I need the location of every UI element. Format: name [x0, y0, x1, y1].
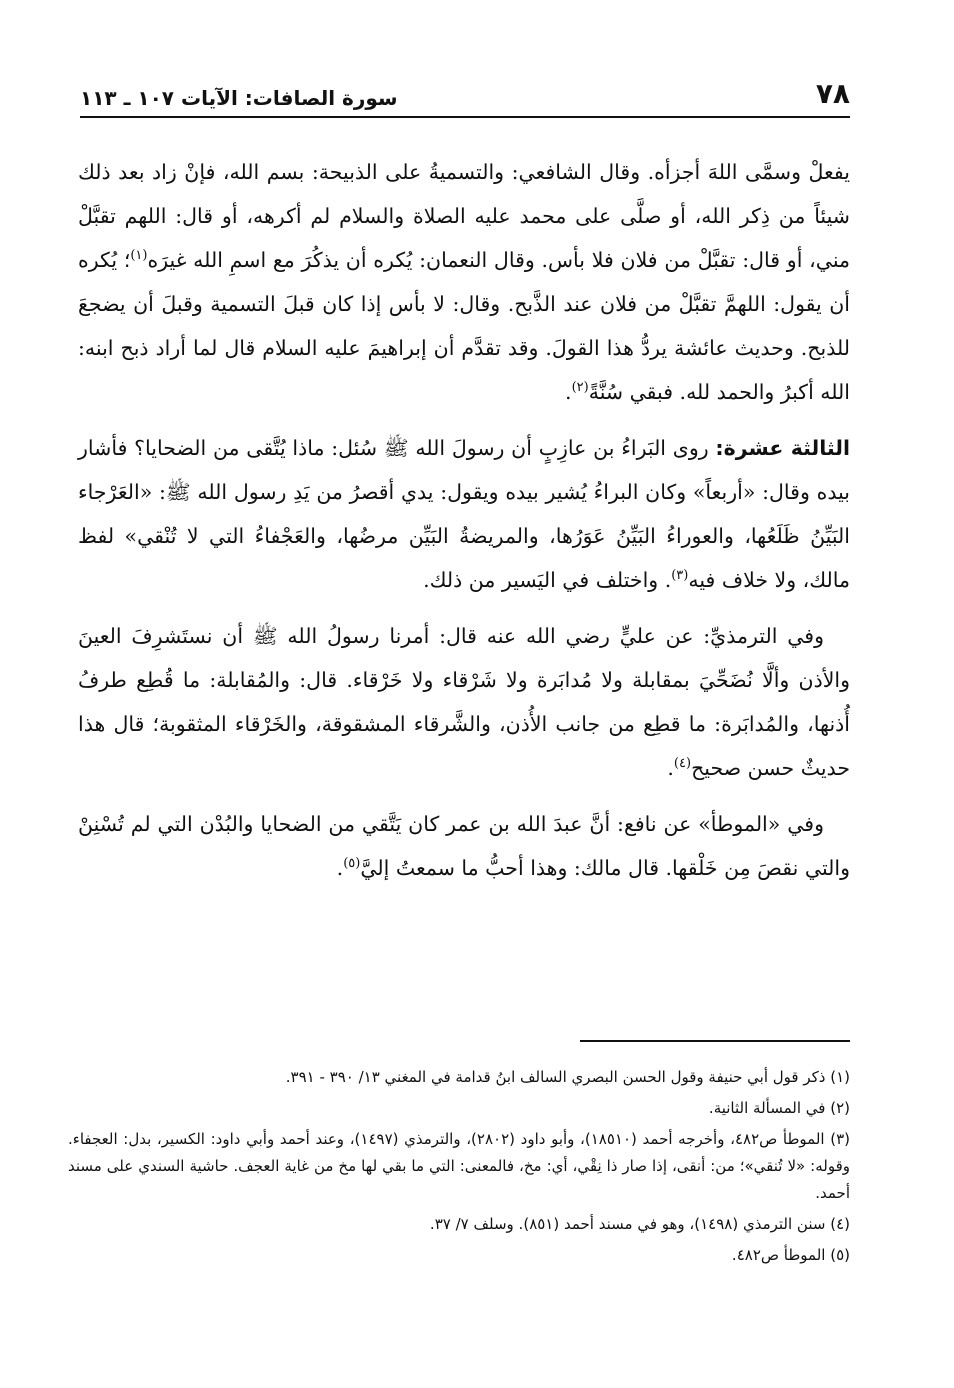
paragraph-2-text: روى البَراءُ بن عازِبٍ أن رسولَ الله ﷺ سُئل: ماذا يُتَّقى من الضحايا؟ فأشار بيده وقال: «أربعاً» وكان البراءُ يُشير بيده ويقول: يدي أقصرُ من يَدِ رسول الله ﷺ: «العَرْجاء البَيِّنُ ظَلَعُها، والعوراءُ البَيِّنُ عَوَرُها، والمريضةُ البَيِّن مرضُها، والعَجْفاءُ التي لا تُنْقي» لفظ مالك، ولا خلاف فيه: [78, 436, 850, 592]
paragraph-4: [78, 802, 850, 890]
footnote-ref-3[interactable]: (٣): [671, 568, 689, 584]
paragraph-4-end: .: [336, 856, 344, 880]
paragraph-2-text-b: . واختلف في اليَسير من ذلك.: [423, 568, 672, 592]
paragraph-1-text-b: ؛ يُكره أن يقول: اللهمَّ تقبَّلْ من فلان عند الذَّبح. وقال: لا بأس إذا كان قبلَ التسمية وقبلَ أن يضجعَ للذبح. وحديث عائشة يردُّ هذا القولَ. وقد تقدَّم أن إبراهيمَ عليه السلام قال لما أراد ذبح ابنه: الله أكبرُ والحمد لله. فبقي سُنَّةً: [78, 248, 850, 404]
footnote-ref-1[interactable]: (١): [130, 248, 148, 264]
footnote-ref-4[interactable]: (٤): [673, 756, 692, 772]
footnote-4: (٤) سنن الترمذي (١٤٩٨)، وهو في مسند أحمد (٨٥١). وسلف ٧/ ٣٧.: [429, 1215, 850, 1233]
paragraph-3: [78, 614, 850, 790]
footnote-3: (٣) الموطأ ص٤٨٢، وأخرجه أحمد (١٨٥١٠)، وأبو داود (٢٨٠٢)، والترمذي (١٤٩٧)، وعند أحمد وأبي داود: الكسير، بدل: العجفاء. وقوله: «لا تُنقي»؛ من: أنقى، إذا صار ذا نِقْي، أي: مخ، فالمعنى: التي ما بقي لها مخ من غاية العجف. حاشية السندي على مسند أحمد.: [68, 1130, 850, 1202]
footnote-ref-2[interactable]: (٢): [571, 380, 589, 396]
section-lead: الثالثة عشرة:: [715, 436, 851, 460]
footnote-ref-5[interactable]: (٥): [343, 856, 361, 872]
running-title: سورة الصافات: الآيات ١٠٧ ـ ١١٣: [80, 86, 398, 110]
paragraph-3-text: وفي الترمذيِّ: عن عليٍّ رضي الله عنه قال: أمرنا رسولُ الله ﷺ أن نستَشرِفَ العينَ والأذن وألَّا نُضَحِّيَ بمقابلة ولا مُدابَرة ولا شَرْقاء ولا خَرْقاء. قال: والمُقابلة: ما قُطِع طرفُ أُذنها، والمُدابَرة: ما قطِع من جانب الأُذن، والشَّرقاء المشقوقة، والخَرْقاء المثقوبة؛ قال هذا حديثٌ حسن صحيح: [78, 624, 850, 780]
paragraph-1-end: .: [565, 380, 572, 404]
footnote-2: (٢) في المسألة الثانية.: [708, 1099, 850, 1117]
page-number: ٧٨: [815, 77, 850, 110]
footnote-1: (١) ذكر قول أبي حنيفة وقول الحسن البصري السالف ابنُ قدامة في المغني ١٣/ ٣٩٠ - ٣٩١.: [285, 1068, 850, 1086]
paragraph-4-text: وفي «الموطأ» عن نافع: أنَّ عبدَ الله بن عمر كان يَتَّقي من الضحايا والبُدْن التي لم تُسْنِنْ والتي نقصَ مِن خَلْقها. قال مالك: وهذا أحبُّ ما سمعتُ إليَّ: [78, 812, 850, 880]
page-header: [80, 78, 850, 118]
paragraph-1: [78, 150, 850, 414]
footnote-divider: [580, 1040, 850, 1042]
main-text: [78, 150, 850, 902]
paragraph-1-text: يفعلْ وسمَّى اللهَ أجزأه. وقال الشافعي: والتسميةُ على الذبيحة: بسم الله، فإنْ زاد بعد ذلك شيئاً من ذِكر الله، أو صلَّى على محمد عليه الصلاة والسلام لم أكرهه، أو قال: اللهم تقبَّلْ مني، أو قال: تقبَّلْ من فلان فلا بأس. وقال النعمان: يُكره أن يذكُرَ مع اسمِ الله غيرَه: [78, 160, 850, 272]
footnote-5: (٥) الموطأ ص٤٨٢.: [731, 1246, 850, 1264]
paragraph-3-end: .: [667, 756, 674, 780]
footnotes: [68, 1064, 850, 1273]
paragraph-2: [78, 426, 850, 602]
